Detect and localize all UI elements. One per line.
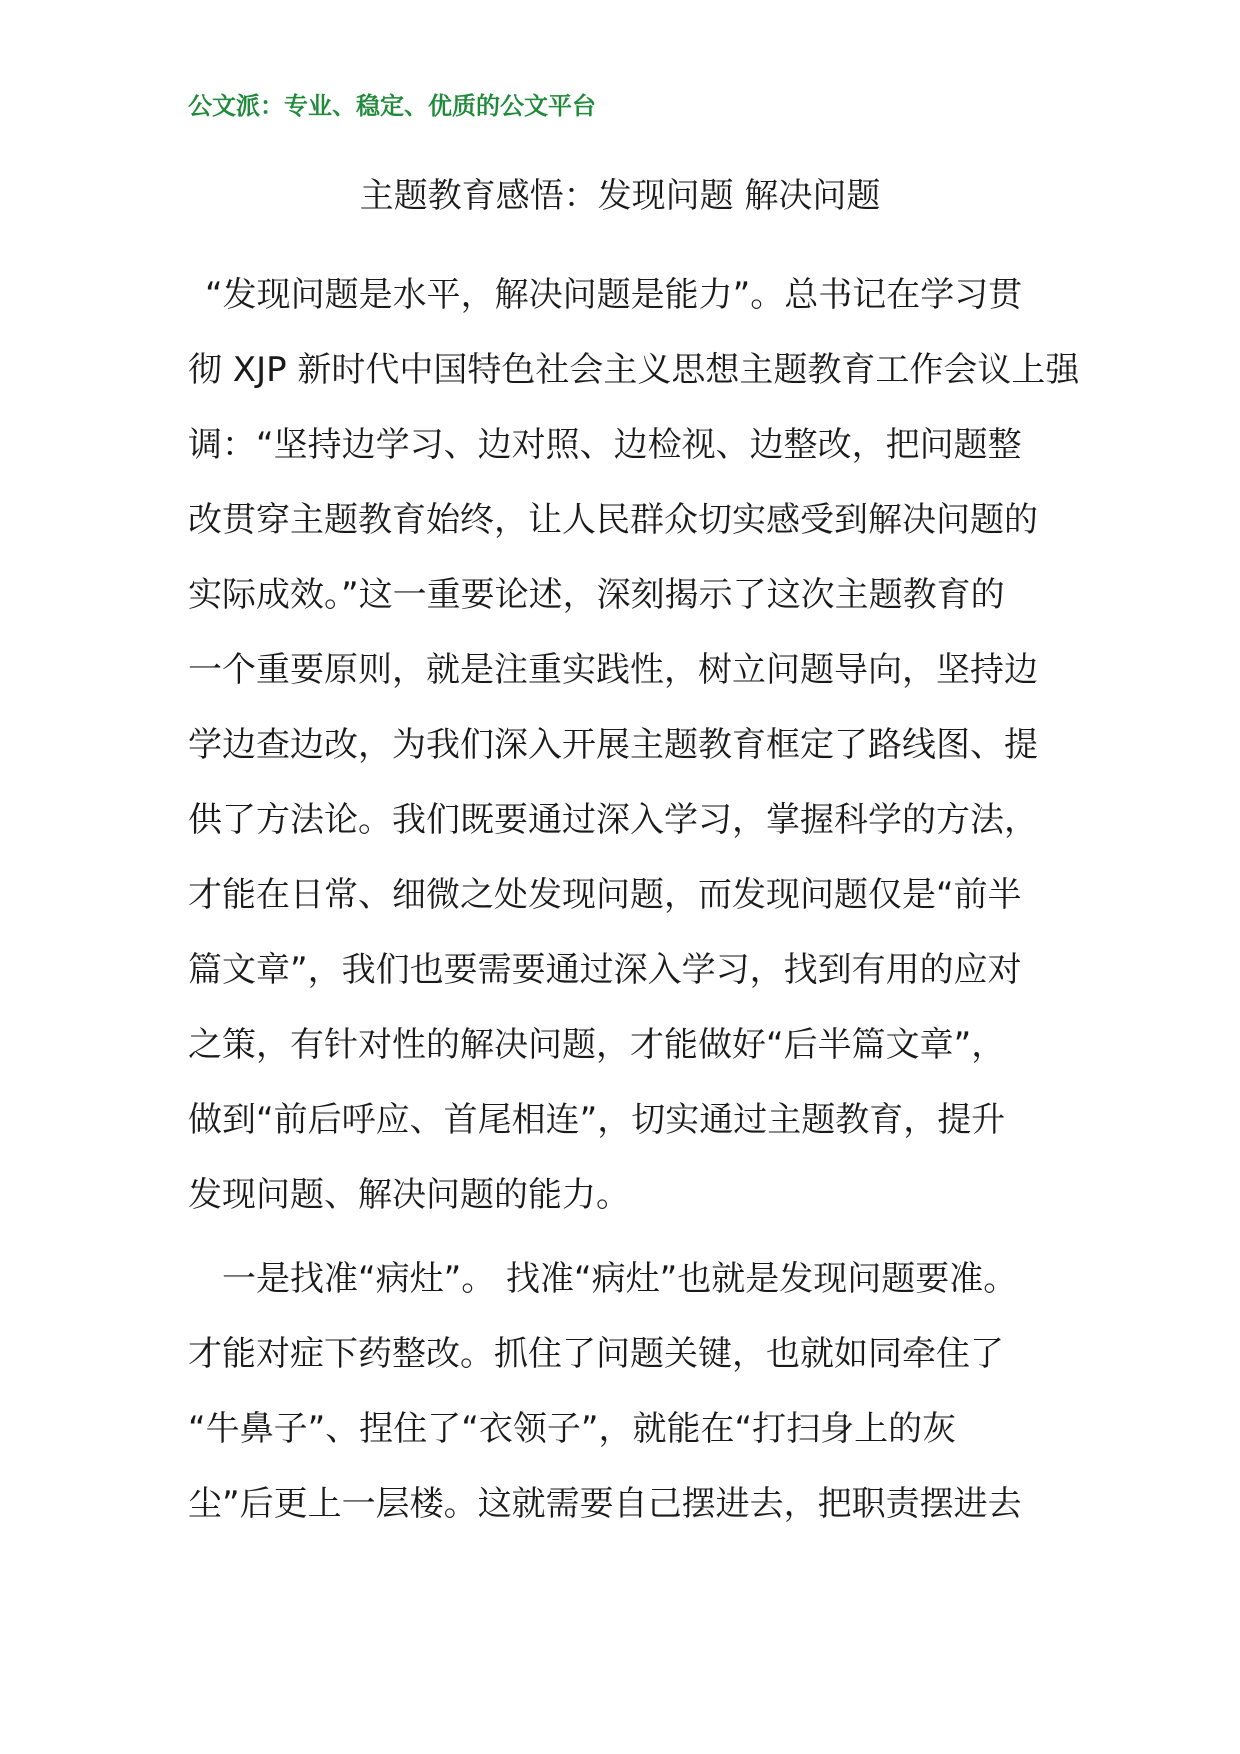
- header-brand: 公文派：专业、稳定、优质的公文平台: [188, 92, 596, 120]
- paragraph-line: 之策，有针对性的解决问题，才能做好“后半篇文章”，: [188, 1025, 1006, 1065]
- paragraph-line: 供了方法论。我们既要通过深入学习，掌握科学的方法，: [188, 800, 1038, 840]
- paragraph-line: 一个重要原则，就是注重实践性，树立问题导向，坚持边: [188, 650, 1038, 690]
- paragraph-line: 实际成效。”这一重要论述，深刻揭示了这次主题教育的: [188, 575, 1005, 615]
- paragraph-line: 彻 XJP 新时代中国特色社会主义思想主题教育工作会议上强: [188, 350, 1080, 390]
- paragraph-line: 篇文章”，我们也要需要通过深入学习，找到有用的应对: [188, 950, 1022, 990]
- paragraph-line: 才能在日常、细微之处发现问题，而发现问题仅是“前半: [188, 875, 1022, 915]
- paragraph-line: “牛鼻子”、捏住了“衣领子”，就能在“打扫身上的灰: [188, 1409, 957, 1449]
- document-title: 主题教育感悟：发现问题 解决问题: [359, 176, 881, 216]
- paragraph-1: [188, 258, 1088, 1233]
- paragraph-line: 尘”后更上一层楼。这就需要自己摆进去，把职责摆进去: [188, 1484, 1022, 1524]
- paragraph-line: 学边查边改，为我们深入开展主题教育框定了路线图、提: [188, 725, 1038, 765]
- paragraph-line: 做到“前后呼应、首尾相连”，切实通过主题教育，提升: [188, 1100, 1006, 1140]
- paragraph-line: 发现问题、解决问题的能力。: [188, 1175, 630, 1215]
- paragraph-line: 改贯穿主题教育始终，让人民群众切实感受到解决问题的: [188, 500, 1038, 540]
- paragraph-line: 调：“坚持边学习、边对照、边检视、边整改，把问题整: [188, 425, 1022, 465]
- paragraph-line: 一是找准“病灶”。 找准“病灶”也就是发现问题要准。: [222, 1259, 1018, 1299]
- paragraph-line: 才能对症下药整改。抓住了问题关键，也就如同牵住了: [188, 1334, 1004, 1374]
- paragraph-line: “发现问题是水平，解决问题是能力”。总书记在学习贯: [205, 275, 1023, 315]
- paragraph-2: [188, 1242, 1088, 1542]
